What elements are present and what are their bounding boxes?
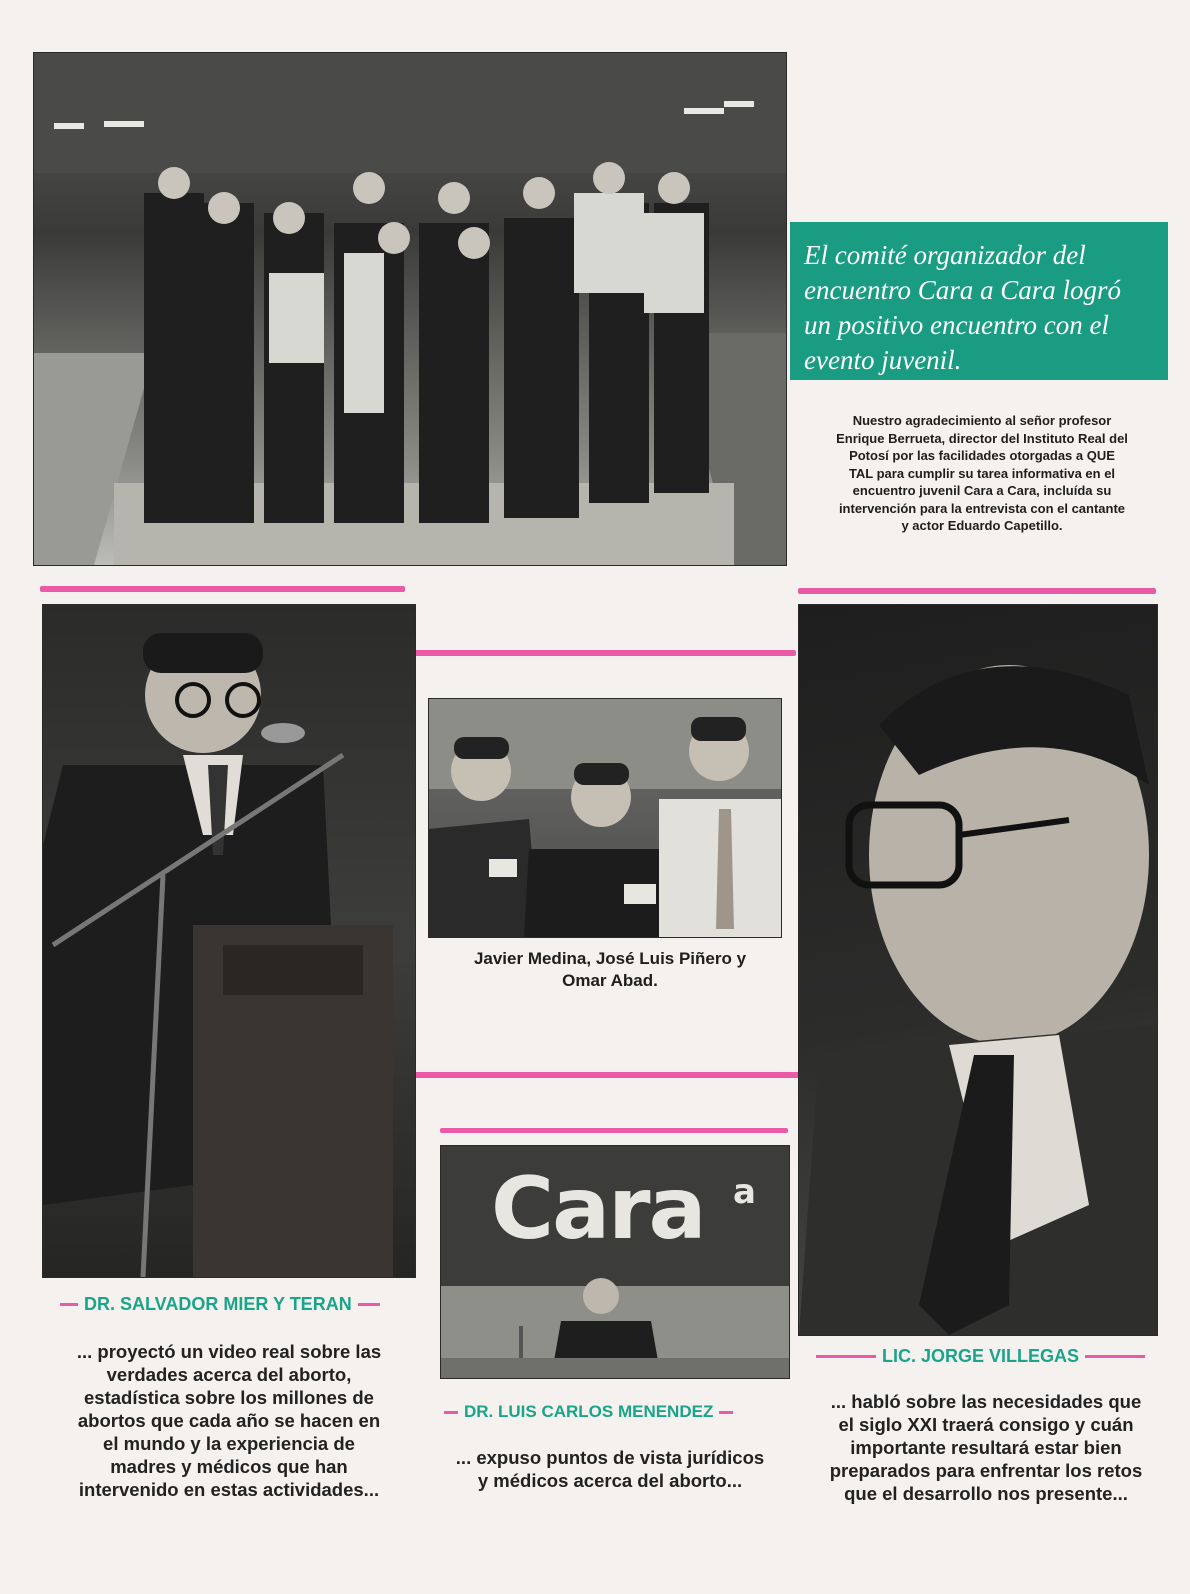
thanks-note [802,412,1162,535]
quote-line: El comité organizador del [804,240,1086,270]
quote-line: evento juvenil. [804,345,962,375]
left-speaker-photo [42,604,416,1278]
middle-photo-caption [430,948,790,992]
salvador-name: DR. SALVADOR MIER Y TERAN [84,1294,352,1314]
caption-dash [358,1303,380,1306]
pink-divider [414,1072,804,1078]
text-line: que el desarrollo nos presente... [844,1483,1128,1504]
jorge-name: LIC. JORGE VILLEGAS [882,1346,1080,1366]
banner-suffix: a [733,1172,756,1212]
pink-divider [40,586,405,592]
speaker-name-luis-carlos [444,1402,733,1422]
right-closeup-photo [798,604,1158,1336]
pink-divider [798,588,1156,594]
middle-group-photo [428,698,782,938]
quote-line: un positivo encuentro con el [804,310,1109,340]
thanks-line: TAL para cumplir su tarea informativa en el [848,465,1116,481]
speaker-name-jorge [816,1346,1145,1367]
text-line: estadística sobre los millones de [84,1387,374,1408]
speaker-text-jorge [806,1390,1166,1505]
banner-photo [440,1145,790,1379]
text-line: el siglo XXI traerá consigo y cuán [838,1414,1134,1435]
thanks-line: Enrique Berrueta, director del Instituto Real del [836,430,1128,446]
teal-quote-box [790,222,1168,380]
man-with-glasses-closeup-photo-icon [799,605,1157,1335]
caption-dash [1085,1355,1145,1358]
text-line: ... expuso puntos de vista jurídicos [455,1447,765,1468]
speaker-text-luis-carlos [430,1446,790,1492]
group-photo-students-on-stairs-icon [34,53,786,565]
text-line: abortos que cada año se hacen en [77,1410,381,1431]
text-line: ... habló sobre las necesidades que [830,1391,1142,1412]
text-line: intervenido en estas actividades... [78,1479,380,1500]
pink-divider [440,1128,788,1133]
text-line: verdades acerca del aborto, [106,1364,352,1385]
text-line: importante resultará estar bien [850,1437,1122,1458]
caption-dash [719,1411,733,1414]
speaker-name-salvador [60,1294,380,1315]
luis-carlos-name: DR. LUIS CARLOS MENENDEZ [464,1402,714,1421]
speaker-at-podium-photo-icon [43,605,415,1277]
group-photo [33,52,787,566]
caption-dash [444,1411,458,1414]
quote-line: encuentro Cara a Cara logró [804,275,1121,305]
speaker-text-salvador [48,1340,410,1501]
three-young-men-photo-icon [429,699,781,937]
thanks-line: y actor Eduardo Capetillo. [901,518,1063,533]
text-line: ... proyectó un video real sobre las [76,1341,382,1362]
thanks-line: Nuestro agradecimiento al señor profesor [852,413,1112,428]
text-line: y médicos acerca del aborto... [477,1470,743,1491]
text-line: madres y médicos que han [110,1456,348,1477]
caption-line: Javier Medina, José Luis Piñero y [473,949,747,968]
caption-line: Omar Abad. [562,971,658,990]
banner-text: Cara [491,1159,705,1259]
thanks-line: Potosí por las facilidades otorgadas a QUE [849,448,1115,463]
caption-dash [60,1303,78,1306]
pink-divider [408,650,796,656]
text-line: el mundo y la experiencia de [103,1433,355,1454]
thanks-line: encuentro juvenil Cara a Cara, incluída su [852,483,1112,498]
text-line: preparados para enfrentar los retos [829,1460,1143,1481]
caption-dash [816,1355,876,1358]
thanks-line: intervención para la entrevista con el cantante [838,500,1126,516]
